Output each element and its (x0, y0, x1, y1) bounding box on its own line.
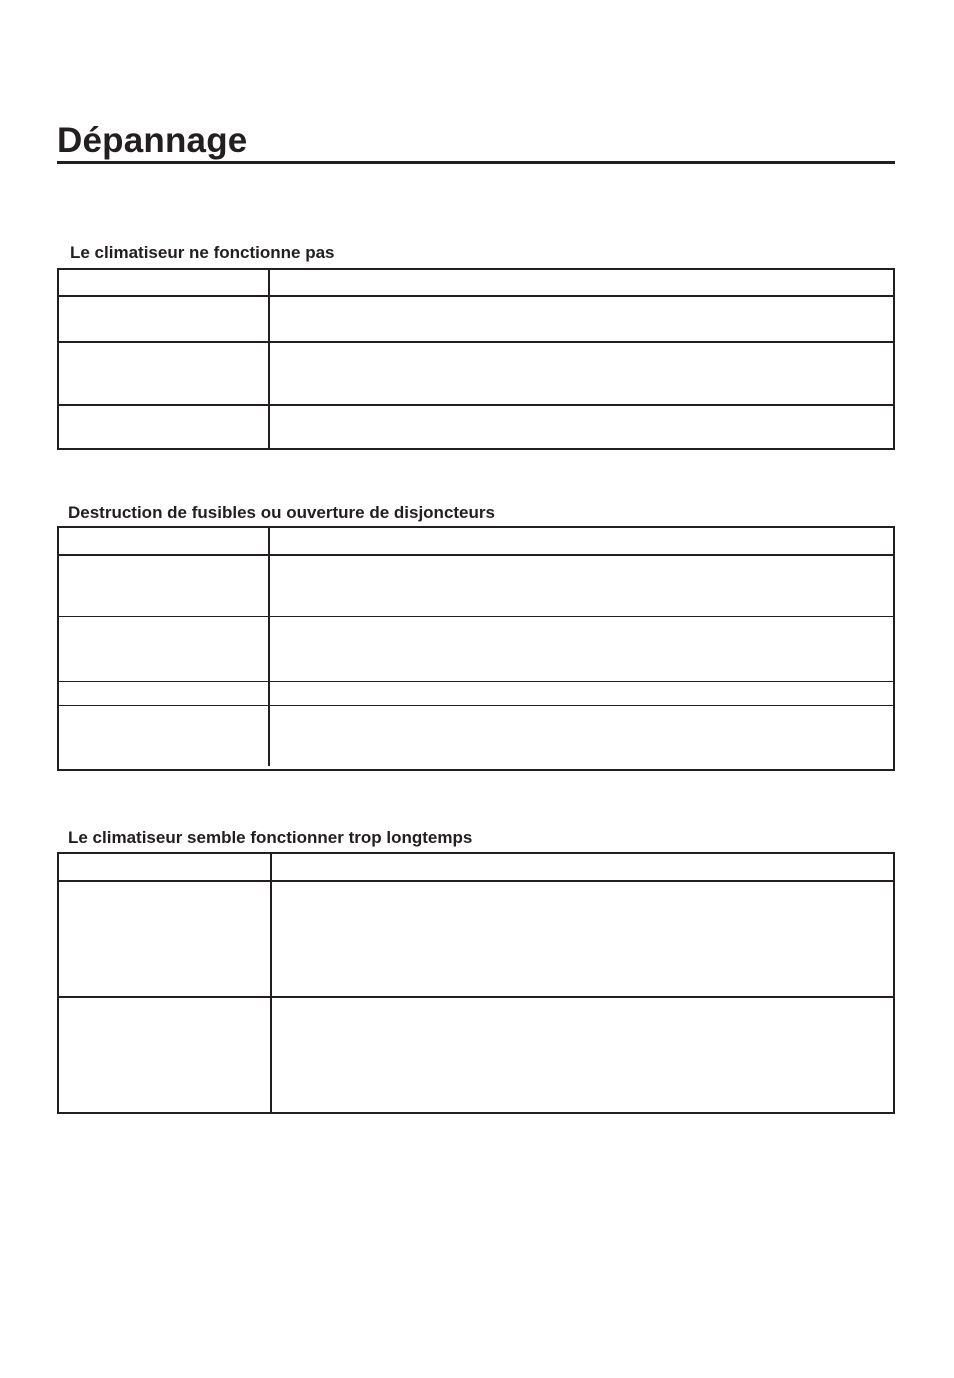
problem-cell (67, 706, 262, 768)
troubleshooting-table-fuses (57, 526, 895, 771)
solution-cell (279, 270, 885, 295)
table-row (59, 295, 893, 341)
table-row (59, 616, 893, 681)
table-row (59, 996, 893, 1114)
table-header-row (59, 270, 893, 295)
troubleshooting-table-runs-too-long (57, 852, 895, 1114)
solution-cell (279, 682, 885, 706)
solution-cell (279, 706, 885, 768)
table-header-row (59, 528, 893, 554)
solution-cell (281, 882, 885, 996)
problem-cell (67, 343, 262, 404)
problem-cell (67, 406, 262, 450)
section-heading-fuses: Destruction de fusibles ou ouverture de disjoncteurs (68, 503, 495, 522)
troubleshooting-table-not-working (57, 268, 895, 450)
problem-cell (67, 297, 262, 341)
page-title: Dépannage (57, 121, 248, 160)
table-row (59, 341, 893, 404)
table-row (59, 705, 893, 768)
title-rule (57, 161, 895, 164)
solution-cell (279, 406, 885, 450)
section-heading-not-working: Le climatiseur ne fonctionne pas (70, 243, 335, 262)
solution-cell (281, 854, 885, 880)
problem-cell (67, 617, 262, 681)
solution-cell (279, 528, 885, 554)
solution-cell (279, 556, 885, 616)
solution-cell (279, 617, 885, 681)
solution-cell (281, 998, 885, 1114)
problem-cell (67, 682, 262, 706)
solution-cell (279, 297, 885, 341)
problem-cell (67, 556, 262, 616)
table-row (59, 681, 893, 706)
problem-cell (67, 882, 262, 996)
table-row (59, 404, 893, 450)
table-header-row (59, 854, 893, 880)
problem-cell (67, 998, 262, 1114)
solution-cell (279, 343, 885, 404)
problem-cell (67, 270, 262, 295)
table-row (59, 880, 893, 996)
table-row (59, 554, 893, 616)
problem-cell (67, 854, 262, 880)
problem-cell (67, 528, 262, 554)
section-heading-runs-too-long: Le climatiseur semble fonctionner trop longtemps (68, 828, 473, 847)
